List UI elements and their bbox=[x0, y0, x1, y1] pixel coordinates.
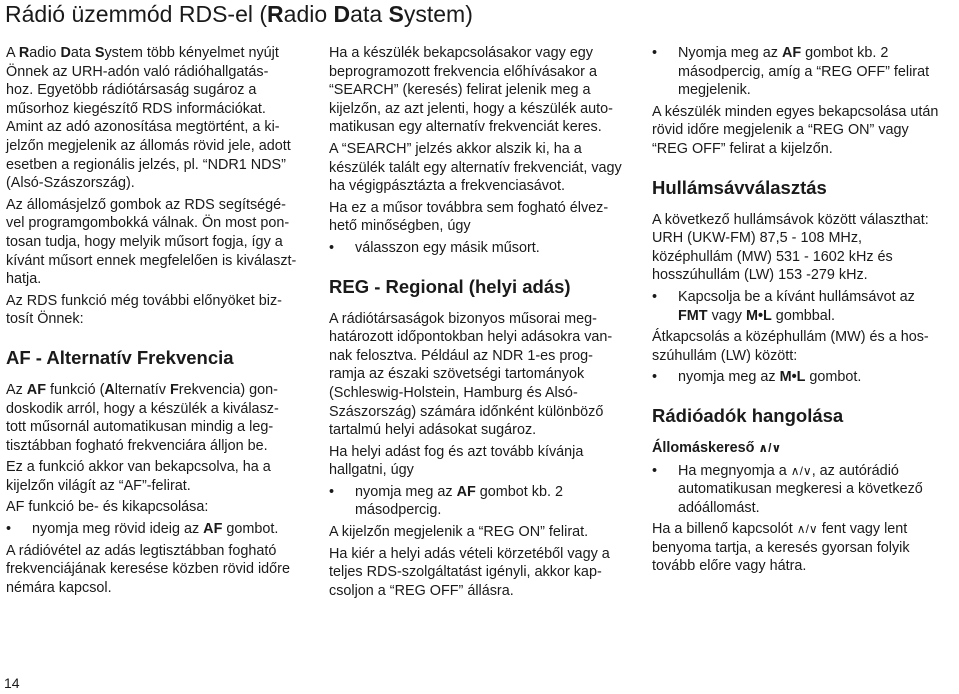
af-mute-paragraph: A rádióvétel az adás legtisztábban fogható frekvenciájának keresése közben rövid időre némára kapcsol. bbox=[6, 542, 290, 596]
up-down-arrows-icon: ∧/∨ bbox=[796, 522, 818, 537]
heading-tuning: Rádióadók hangolása bbox=[652, 404, 844, 426]
af-description: Az AF funkció (Alternatív Frekvencia) gon- doskodik arról, hogy a készülék a kiválasz- tott műsornál automatikusan mindig a leg- tisztábban fogható frekvenciára álljon be. bbox=[6, 381, 279, 454]
rds-intro-paragraph: A Radio Data System több kényelmet nyújt Önnek az URH-adón való rádióhallgatás- hoz. Egyetöbb rádiótársaság sugároz a műsorhoz kiegészítő RDS információkat. Amint az adó azonosítása megtörtént, a ki- jelzőn megjelenik az állomás rövid jele, adott esetben a regionális jelzés, pl. “NDR1 NDS” (Alsó-Szászország). bbox=[6, 45, 291, 192]
bullet-icon: • bbox=[329, 239, 335, 256]
af-press-bullet: • nyomja meg az AF gombot kb. 2 másodpercig. bbox=[329, 483, 563, 519]
bullet-icon: • bbox=[652, 45, 658, 61]
bullet-icon: • bbox=[652, 288, 658, 305]
bullet-icon: • bbox=[652, 369, 658, 386]
heading-station-search: Állomáskereső ∧/∨ bbox=[652, 439, 782, 456]
heading-reg: REG - Regional (helyi adás) bbox=[329, 275, 571, 297]
mw-lw-paragraph: Átkapcsolás a középhullám (MW) és a hos- szúhullám (LW) között: bbox=[652, 329, 929, 364]
af-status-paragraph: Ez a funkció akkor van bekapcsolva, ha a kijelzőn világít az “AF”-felirat. bbox=[6, 459, 271, 494]
up-down-arrows-icon: ∧/∨ bbox=[758, 440, 782, 455]
up-down-arrows-icon: ∧/∨ bbox=[790, 463, 812, 478]
bullet-icon: • bbox=[6, 521, 12, 538]
heading-af: AF - Alternatív Frekvencia bbox=[6, 346, 234, 368]
advantages-paragraph: Az RDS funkció még további előnyöket biz- tosít Önnek: bbox=[6, 292, 282, 328]
column-middle bbox=[329, 44, 629, 603]
poor-reception-paragraph: Ha ez a műsor továbbra sem fogható élvez- hető minőségben, úgy bbox=[329, 199, 609, 235]
af-bullet: • nyomja meg rövid ideig az AF gombot. bbox=[6, 521, 279, 538]
page-number: 14 bbox=[4, 675, 20, 691]
local-listen-paragraph: Ha helyi adást fog és azt tovább kívánja hallgatni, úgy bbox=[329, 443, 584, 479]
band-select-bullet: • Kapcsolja be a kívánt hullámsávot az FMT vagy M•L gombbal. bbox=[652, 288, 915, 324]
seek-bullet: • Ha megnyomja a ∧/∨, az autórádió automatikusan megkeresi a következő adóállomást. bbox=[652, 462, 923, 516]
ml-bullet: • nyomja meg az M•L gombot. bbox=[652, 369, 862, 386]
page-title: Rádió üzemmód RDS-el (Radio Data System) bbox=[5, 1, 473, 27]
reg-on-paragraph: A kijelzőn megjelenik a “REG ON” felirat. bbox=[329, 524, 589, 541]
reg-description: A rádiótársaságok bizonyos műsorai meg- határozott időpontokban helyi adásokra van- nak felosztva. Például az NDR 1-es prog- ramja az északi szövetségi tartományok (Schleswig-Holstein, Hamburg és Alsó- Szászország) számára időnként különböző tartalmú helyi adásokat sugároz. bbox=[329, 310, 613, 439]
choose-other-bullet: • válasszon egy másik műsort. bbox=[329, 239, 540, 256]
bands-paragraph: A következő hullámsávok között választhat: URH (UKW-FM) 87,5 - 108 MHz, középhullám (MW) 531 - 1602 kHz és hosszúhullám (LW) 153 -279 kHz. bbox=[652, 211, 929, 284]
power-on-paragraph: A készülék minden egyes bekapcsolása után rövid időre megjelenik a “REG ON” vagy “REG OFF” felirat a kijelzőn. bbox=[652, 103, 939, 157]
column-right bbox=[652, 44, 954, 579]
program-buttons-paragraph: Az állomásjelző gombok az RDS segítségé- vel programgombokká válnak. Ön most pon- tosan tudja, hogy melyik műsort fogja, így a kívánt műsort ennek megfelelően is kiválaszt- hatja. bbox=[6, 196, 297, 288]
reg-off-paragraph: Ha kiér a helyi adás vételi körzetéből vagy a teljes RDS-szolgáltatást igényli, akkor kap- csoljon a “REG OFF” állásra. bbox=[329, 545, 610, 599]
af-toggle-heading: AF funkció be- és kikapcsolása: bbox=[6, 499, 209, 516]
search-off-paragraph: A “SEARCH” jelzés akkor alszik ki, ha a készülék talált egy alternatív frekvenciát, vagy ha végigpásztázta a frekvenciasávot. bbox=[329, 140, 622, 195]
search-paragraph: Ha a készülék bekapcsolásakor vagy egy beprogramozott frekvencia előhívásakor a “SEARCH” (keresés) felirat jelenik meg a kijelzőn, az azt jelenti, hogy a készülék auto- matikusan egy alternatív frekvenciát keres. bbox=[329, 45, 613, 136]
fast-seek-paragraph: Ha a billenő kapcsolót ∧/∨ fent vagy lent benyoma tartja, a keresés gyorsan folyik tovább előre vagy hátra. bbox=[652, 521, 910, 575]
column-left bbox=[6, 44, 306, 600]
bullet-icon: • bbox=[652, 462, 658, 479]
reg-off-bullet: • Nyomja meg az AF gombot kb. 2 másodpercig, amíg a “REG OFF” felirat megjelenik. bbox=[652, 45, 930, 99]
heading-band: Hullámsávválasztás bbox=[652, 176, 827, 198]
bullet-icon: • bbox=[329, 483, 335, 500]
